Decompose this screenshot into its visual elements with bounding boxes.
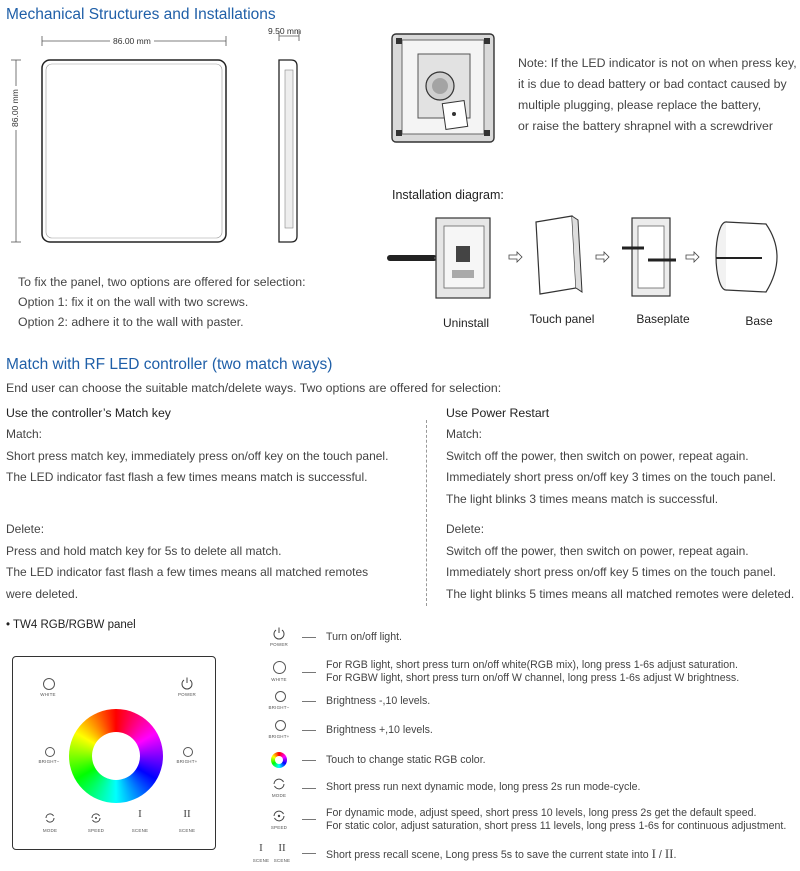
bright-minus-label: BRIGHT−	[38, 759, 60, 764]
speed-key-label: SPEED	[87, 828, 105, 833]
caption-uninstall: Uninstall	[442, 316, 490, 330]
delete-line: The LED indicator fast flash a few times means all matched remotes	[6, 565, 369, 579]
match-line: The LED indicator fast flash a few times means match is successful.	[6, 470, 368, 484]
legend-desc-color: Touch to change static RGB color.	[326, 754, 486, 766]
legend-key-label: SPEED	[270, 825, 288, 830]
delete-line: were deleted.	[6, 586, 79, 601]
match-line: Switch off the power, then switch on power, repeat again.	[446, 448, 749, 463]
match-intro: End user can choose the suitable match/delete ways. Two options are offered for selection:	[6, 381, 502, 395]
delete-label: Delete:	[446, 522, 485, 536]
mode-key-label: MODE	[42, 828, 58, 833]
battery-note	[518, 53, 797, 137]
leader-line	[302, 637, 316, 638]
speed-icon[interactable]	[90, 812, 102, 824]
scene-1-key[interactable]: I	[138, 808, 142, 820]
legend-desc-power: Turn on/off light.	[326, 631, 402, 643]
mode-icon[interactable]	[44, 812, 56, 824]
color-wheel[interactable]	[69, 709, 163, 803]
scene-2-key[interactable]: II	[183, 808, 191, 820]
right-column-title: Use Power Restart	[446, 406, 550, 420]
scene-1-icon: I	[259, 842, 263, 854]
left-match-block	[6, 424, 388, 489]
legend-key-label: SCENE	[252, 858, 270, 863]
leader-line	[302, 819, 316, 820]
bright-plus-label: BRIGHT+	[176, 759, 198, 764]
right-delete-block	[446, 519, 794, 605]
delete-line: The light blinks 5 times means all matched remotes were deleted.	[446, 586, 795, 601]
legend-key-label: WHITE	[271, 677, 287, 682]
front-view-drawing	[10, 30, 240, 252]
legend-key-label: MODE	[271, 793, 287, 798]
bright-minus-icon	[275, 691, 286, 702]
leader-line	[302, 672, 316, 673]
caption-base: Base	[745, 314, 773, 328]
installation-diagram-title: Installation diagram:	[392, 188, 504, 202]
legend-desc-line: For RGBW light, short press turn on/off W channel, long press 1-6s adjust W brightness.	[326, 672, 740, 684]
match-line: Short press match key, immediately press on/off key on the touch panel.	[6, 448, 389, 463]
speed-icon	[272, 809, 286, 823]
fix-line: Option 1: fix it on the wall with two screws.	[18, 295, 249, 309]
power-icon[interactable]	[180, 676, 194, 690]
scene-key-label: SCENE	[178, 828, 196, 833]
white-key[interactable]	[43, 678, 55, 690]
leader-line	[302, 760, 316, 761]
delete-line: Immediately short press on/off key 5 times on the touch panel.	[446, 565, 776, 579]
battery-back-illustration	[388, 30, 500, 148]
dim-depth-label: 9.50 mm	[268, 26, 302, 36]
leader-line	[302, 788, 316, 789]
panel-title-wrap	[6, 619, 136, 631]
match-line: The light blinks 3 times means match is successful.	[446, 491, 719, 506]
legend-desc-speed	[326, 807, 786, 833]
legend-desc-period: .	[673, 849, 677, 861]
delete-label: Delete:	[6, 522, 45, 536]
bright-plus-key[interactable]	[183, 747, 193, 757]
power-icon	[272, 626, 286, 640]
left-delete-block	[6, 519, 368, 605]
legend-desc-text: Short press recall scene, Long press 5s to save the current state into	[326, 849, 652, 861]
scene-2-icon: II	[278, 842, 286, 854]
bright-plus-icon	[275, 720, 286, 731]
legend-desc-slash: /	[655, 849, 665, 861]
legend-desc-bright-plus: Brightness +,10 levels.	[326, 724, 433, 736]
white-key-label: WHITE	[40, 692, 56, 697]
installation-diagram	[386, 210, 798, 310]
scene-key-label: SCENE	[131, 828, 149, 833]
legend-key-label: BRIGHT+	[268, 734, 290, 739]
leader-line	[302, 853, 316, 854]
right-match-block	[446, 424, 776, 510]
dim-height-label: 86.00 mm	[10, 89, 20, 127]
note-line: Note: If the LED indicator is not on when press key,	[518, 56, 797, 70]
left-column-title: Use the controller’s Match key	[6, 406, 171, 420]
section-title-match: Match with RF LED controller (two match ways)	[6, 356, 333, 373]
color-wheel-icon-center	[275, 756, 283, 764]
color-wheel-center	[92, 732, 140, 780]
side-view-drawing	[265, 26, 325, 250]
power-key-label: POWER	[177, 692, 196, 697]
panel-title: TW4 RGB/RGBW panel	[13, 619, 136, 631]
color-wheel-icon	[271, 752, 287, 768]
delete-line: Press and hold match key for 5s to delete all match.	[6, 543, 282, 558]
caption-baseplate: Baseplate	[636, 312, 690, 326]
legend-key-label: BRIGHT−	[268, 705, 290, 710]
leader-line	[302, 730, 316, 731]
delete-line: Switch off the power, then switch on power, repeat again.	[446, 543, 749, 558]
fix-line: Option 2: adhere it to the wall with paster.	[18, 315, 244, 329]
legend-desc-white	[326, 659, 739, 685]
leader-line	[302, 701, 316, 702]
scene-1-glyph: I	[651, 846, 656, 861]
tw4-panel	[12, 656, 216, 850]
legend-desc-scene	[326, 847, 676, 862]
bright-minus-key[interactable]	[45, 747, 55, 757]
dim-width-label: 86.00 mm	[110, 36, 154, 46]
dim-height-label-wrap	[10, 86, 20, 130]
match-label: Match:	[6, 427, 43, 441]
match-label: Match:	[446, 427, 483, 441]
fix-instructions	[18, 272, 306, 332]
legend-desc-bright-minus: Brightness -,10 levels.	[326, 695, 431, 707]
note-line: it is due to dead battery or bad contact caused by	[518, 77, 787, 91]
legend-key-label: SCENE	[273, 858, 291, 863]
legend-desc-line: For dynamic mode, adjust speed, short press 10 levels, long press 2s get the default speed.	[326, 807, 757, 819]
note-line: multiple plugging, please replace the battery,	[518, 98, 762, 112]
note-line: or raise the battery shrapnel with a screwdriver	[518, 119, 773, 133]
section-title-mechanical: Mechanical Structures and Installations	[6, 6, 276, 23]
white-key-icon	[273, 661, 286, 674]
match-line: Immediately short press on/off key 3 times on the touch panel.	[446, 470, 776, 484]
legend-key-label: POWER	[269, 642, 288, 647]
bullet: •	[6, 619, 11, 631]
legend-desc-mode: Short press run next dynamic mode, long press 2s run mode-cycle.	[326, 781, 641, 793]
scene-2-glyph: II	[664, 846, 674, 861]
caption-touch-panel: Touch panel	[529, 312, 595, 326]
column-divider	[426, 420, 427, 606]
mode-icon	[272, 777, 286, 791]
legend-desc-line: For static color, adjust saturation, short press 11 levels, long press 1-6s for continuous adjustment.	[326, 820, 787, 832]
legend-desc-line: For RGB light, short press turn on/off white(RGB mix), long press 1-6s adjust saturation.	[326, 659, 738, 671]
fix-line: To fix the panel, two options are offered for selection:	[18, 275, 306, 289]
